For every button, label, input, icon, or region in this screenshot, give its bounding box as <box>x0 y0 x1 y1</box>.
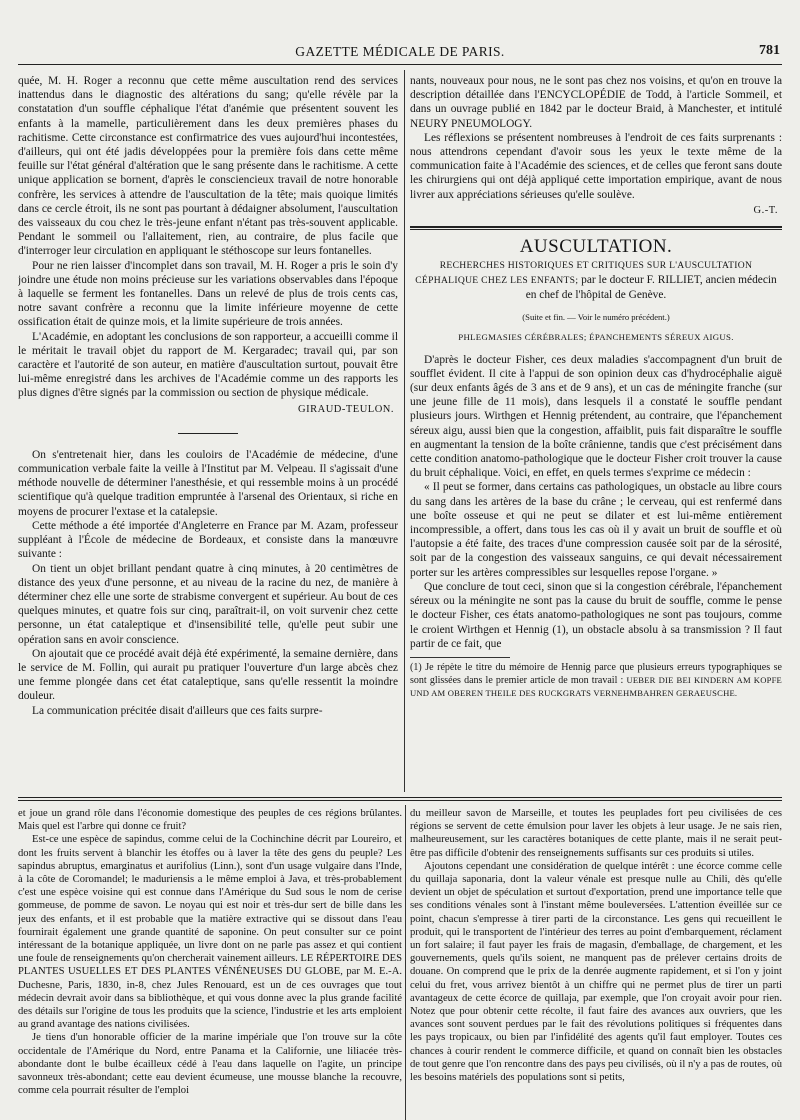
column-bottom-right <box>410 807 782 1120</box>
article-title: RECHERCHES HISTORIQUES ET CRITIQUES SUR L'AUSCULTATION CÉPHALIQUE CHEZ LES ENFANTS; <box>415 260 753 287</box>
paragraph: L'Académie, en adoptant les conclusions de son rapporteur, a accueilli comme il le méritait le travail objet du rapport de M. Kergaradec; travail qui, par son caractère et l'autorité de son auteur, en matière d'auscultation surtout, pouvait être lui-même enregistré dans les archives de l'Académie comme un des rapports les plus dignes d'être signés par la commission ou section de physique médicale. <box>18 330 398 400</box>
quotation: « Il peut se former, dans certains cas pathologiques, un obstacle au libre cours du sang dans les artères de la base du crâne ; le cerveau, qui est renfermé dans une boîte osseuse et qui ne peut se dilater et est lui-même entièrement incompressible, a offert, dans tous les cas où il y avait un bruit de souffle et où l'autopsie a été faite, des traces d'une compression causée soit par de la sérosité, soit par de la congestion des vaisseaux sanguins, ce qui devait nécessairement porter sur les artères compressibles sur lesquelles repose l'organe. » <box>410 481 782 579</box>
article-author: par le docteur F. RILLIET, ancien médecin en chef de l'hôpital de Genève. <box>525 274 777 302</box>
paragraph: On s'entretenait hier, dans les couloirs de l'Académie de médecine, d'une communication verbale faite la veille à l'Institut par M. Velpeau. Il s'agissait d'une méthode nouvelle de déterminer l'anesthésie, et qui ressemble moins à un procédé scientifique qu'à quelque tradition empruntée à l'arsenal des Orientaux, si riche en moyens de procurer l'extase et la catalepsie. <box>18 448 398 518</box>
column-divider-bottom <box>405 805 406 1120</box>
paragraph: La communication précitée disait d'ailleurs que ces faits surpre- <box>32 704 323 717</box>
paragraph: On tient un objet brillant pendant quatre à cinq minutes, à 20 centimètres de distance des yeux d'une personne, et au niveau de la racine du nez, de manière à déterminer chez elle une sorte de strabisme convergent et supérieur. Au bout de ces quelques minutes, et quatre fois sur cinq, paraîtrait-il, on voit survenir chez cette personne, un état cataleptique et d'insensibilité telle, qu'elle peut subir une opération sans en avoir conscience. <box>18 562 398 646</box>
column-top-right <box>410 74 782 790</box>
paragraph: D'après le docteur Fisher, ces deux maladies s'accompagnent d'un bruit de soufflet évident. Il cite à l'appui de son opinion deux cas d'hydrocéphalie aiguë (sur deux enfants âgés de 3 ans et de 9 ans), et un cas de méningite franche (sur une jeune fille de 11 mois), dans lesquels il a constaté le souffle pendant plusieurs jours. Wirthgen et Hennig prétendent, au contraire, que l'épanchement séreux aigu, aussi bien que la congestion, affaiblit, puis fait disparaître le souffle en augmentant la tension de la boîte crânienne, tandis que c'est précisément dans cette condition anatomo-pathologique que le docteur Fisher croit trouver la cause du bruit céphalique. Voici, en effet, en quels termes s'exprime ce médecin : <box>410 353 782 480</box>
column-divider-top <box>404 70 405 792</box>
paragraph: du meilleur savon de Marseille, et toutes les peuplades fort peu civilisées de ces régions se servent de cette émulsion pour laver les objets à leur usage. Je ne sais rien, malheureusement, sur les caractères botaniques de cette plante, mais il ne serait peut-être pas difficile d'obtenir des renseignements suffisants sur ces produits si utiles. <box>410 808 782 859</box>
paragraph: Je tiens d'un honorable officier de la marine impériale que l'on trouve sur la côte occidentale de l'Amérique du Nord, entre Panama et la Californie, une liliacée très-abondante dont le bulbe écailleux cédé à l'eau dans laquelle on l'agite, un principe savonneux très-abondant; cette eau devient écumeuse, une mousse blanche la recouvre, comme cela pourrait résulter de l'emploi <box>18 1032 402 1097</box>
footnote-rule <box>410 657 510 658</box>
paragraph: quée, M. H. Roger a reconnu que cette même auscultation rend des services inattendus dans le diagnostic des altérations du sang; qu'elle révèle par la constatation d'un souffle céphalique l'état d'anémie que présentent souvent les enfants à la mamelle, particulièrement dans les deux premières phases du rachitisme. Cette circonstance est confirmatrice des vues aujourd'hui incontestées, d'ailleurs, qui ont été jadis développées pour la première fois dans cette même feuille sur l'état général d'altération que le sang présente dans le rachitisme. A cette unique application se bornent, d'après le consciencieux travail de notre honorable confrère, les services à attendre de l'auscultation de la tête; mais quoique limités dans ce cercle étroit, ils ne sont pas pourtant à dédaigner absolument, l'auscultation des vaisseaux du cou chez le très-jeune enfant n'étant pas très-souvent applicable. Pendant le sommeil ou l'allaitement, rien, au contraire, de plus facile que d'interroger leur circulation en appliquant le stéthoscope sur leurs fontanelles. <box>18 75 398 258</box>
paragraph: et joue un grand rôle dans l'économie domestique des peuples de ces régions brûlantes. Mais quel est l'arbre qui donne ce fruit? <box>18 808 402 833</box>
section-separator <box>178 433 238 434</box>
footnote-text: (1) Je répète le titre du mémoire de Hennig parce que plusieurs erreurs typographiques se sont glissées dans le premier article de mon travail : <box>410 661 782 686</box>
continuation-note: (Suite et fin. — Voir le numéro précédent.) <box>522 312 670 323</box>
author-signature: GIRAUD-TEULON. <box>298 403 394 415</box>
footnote <box>410 662 782 700</box>
paragraph: Que conclure de tout ceci, sinon que si la congestion cérébrale, l'épanchement séreux ou la méningite ne sont pas la cause du bruit de souffle, comme le pense le docteur Fisher, ces états anatomo-pathologiques ne sont pas toujours, comme le croient Wirthgen et Hennig (1), un obstacle absolu à sa transmission ? Il faut partir de ce fait, que <box>410 580 782 650</box>
paragraph: Pour ne rien laisser d'incomplet dans son travail, M. H. Roger a pris le soin d'y joindre une étude non moins précieuse sur les variations observables dans l'époque à laquelle se ferment les fontanelles. Dans un relevé de plus de trois cents cas, notre savant confrère a reconnu que la limite inférieure moyenne de cette ossification était de quinze mois, et la limite supérieure de trois années. <box>18 259 398 329</box>
column-bottom-left <box>18 807 402 1120</box>
section-title: AUSCULTATION. <box>519 236 673 258</box>
horizontal-section-divider <box>18 797 782 801</box>
column-top-left <box>18 74 398 790</box>
paragraph: On ajoutait que ce procédé avait déjà été expérimenté, la semaine dernière, dans le service de M. Follin, qui aurait pu pratiquer l'ouverture d'un large abcès chez une femme plongée dans cet état cataleptique, sans qu'elle ressentit la moindre douleur. <box>18 647 398 703</box>
footnote-title: UEBER DIE BEI KINDERN AM KOPFE UND AM OBEREN THEILE DES RUCKGRATS VERNEHMBAHREN GERAEUSCHE. <box>410 674 782 698</box>
subheading: PHLEGMASIES CÉRÉBRALES; ÉPANCHEMENTS SÉREUX AIGUS. <box>458 332 734 343</box>
paragraph: nants, nouveaux pour nous, ne le sont pas chez nos voisins, et qu'on en trouve la description détaillée dans l'ENCYCLOPÉDIE de Todd, à l'article Sommeil, et dans un ouvrage publié en 1842 par le docteur Braid, à Manchester, et intitulé NEURY PNEUMOLOGY. <box>410 75 782 130</box>
author-signature: G.-T. <box>753 204 778 216</box>
paragraph: Cette méthode a été importée d'Angleterre en France par M. Azam, professeur suppléant à l'École de médecine de Bordeaux, et consiste dans la manœuvre suivante : <box>18 519 398 561</box>
journal-title: GAZETTE MÉDICALE DE PARIS. <box>295 44 505 59</box>
paragraph: Les réflexions se présentent nombreuses à l'endroit de ces faits surprenants : nous attendrons cependant d'avoir sous les yeux le texte même de la communication faite à l'Académie des sciences, et de celles que feront sans doute les chirurgiens qui ont déjà appliqué cette importation empirique, avant de nous livrer aux appréciations sérieuses qu'elle soulève. <box>410 131 782 201</box>
paragraph: Est-ce une espèce de sapindus, comme celui de la Cochinchine décrit par Loureiro, et dont les fruits servent à blanchir les étoffes ou à laver la tête des gens du peuple? Les sapindus abruptus, emarginatus et aurifolius (Linn.), sont d'un usage vulgaire dans l'Inde, à la côte de Coromandel; le maduriensis a le même emploi à Java, et très-probablement c'est une espèce voisine qui est connue dans l'Amérique du Sud sous le nom de cerise gommeuse, de pomme de savon. Le noyau qui est noir et très-dur sert de bille dans les jeux des enfants, et il est probable que la matière extractive qui se dissout dans l'eau fournirait également une grande quantité de saponine. On peut consulter sur ce point intéressant de la botanique appliquée, un livre dont on ne parle pas assez et qui contient une foule de renseignements qu'on chercherait vainement ailleurs. LE RÉPERTOIRE DES PLANTES USUELLES ET DES PLANTES VÉNÉNEUSES DU GLOBE, par M. E.-A. Duchesne, Paris, 1830, in-8, chez Jules Renouard, est un de ces ouvrages que tout médecin devrait avoir dans sa bibliothèque, et qui vous donne avec la plus grande facilité des détails sur l'origine de tous les produits que la science, l'industrie et les arts emploient au grand avantage des nations civilisées. <box>18 834 402 1031</box>
header-rule <box>18 64 782 65</box>
paragraph: Ajoutons cependant une considération de quelque intérêt : une écorce comme celle du quillaja saponaria, dont la valeur vénale est presque nulle au Chili, dès qu'elle devient un objet de spéculation et surtout d'exportation, prend une importance telle que ses conditions vénales sont à l'instant même bouleversées. L'attention éveillée sur ce point, chacun s'empresse à tirer parti de la circonstance. Les gens qui recueillent le produit, qui le transportent de l'intérieur des terres au point d'embarquement, réclament un fort salaire; il faut payer les frais de magasin, d'emballage, de chargement, et les gouvernements, quels qu'ils soient, ne manquent pas de prélever certains droits de douane. On comprend que le prix de la denrée augmente rapidement, et si l'on y joint celui du fret, vous arrivez bientôt à un chiffre qui ne permet plus de tirer un parti avantageux de cette écorce de quillaja, par exemple, que l'on croyait avoir pour rien. Notez que pour obtenir cette récolte, il faut faire des avances aux ouvriers, que les avances sont souvent perdues par le fait des révolutions politiques si fréquentes dans les pays tropicaux, ou bien par l'infidélité des agents qu'il faut employer. Toutes ces chances à courir rendent le commerce difficile, et quand on connaît bien les obstacles de tout genre que l'on rencontre dans des pays peu civilisés, où il n'y a pas de routes, où les besoins matériels des populations sont si petits, <box>410 860 782 1084</box>
page-number: 781 <box>759 43 780 58</box>
page-header <box>18 44 782 64</box>
article-heading <box>410 258 782 302</box>
section-separator <box>410 226 782 230</box>
